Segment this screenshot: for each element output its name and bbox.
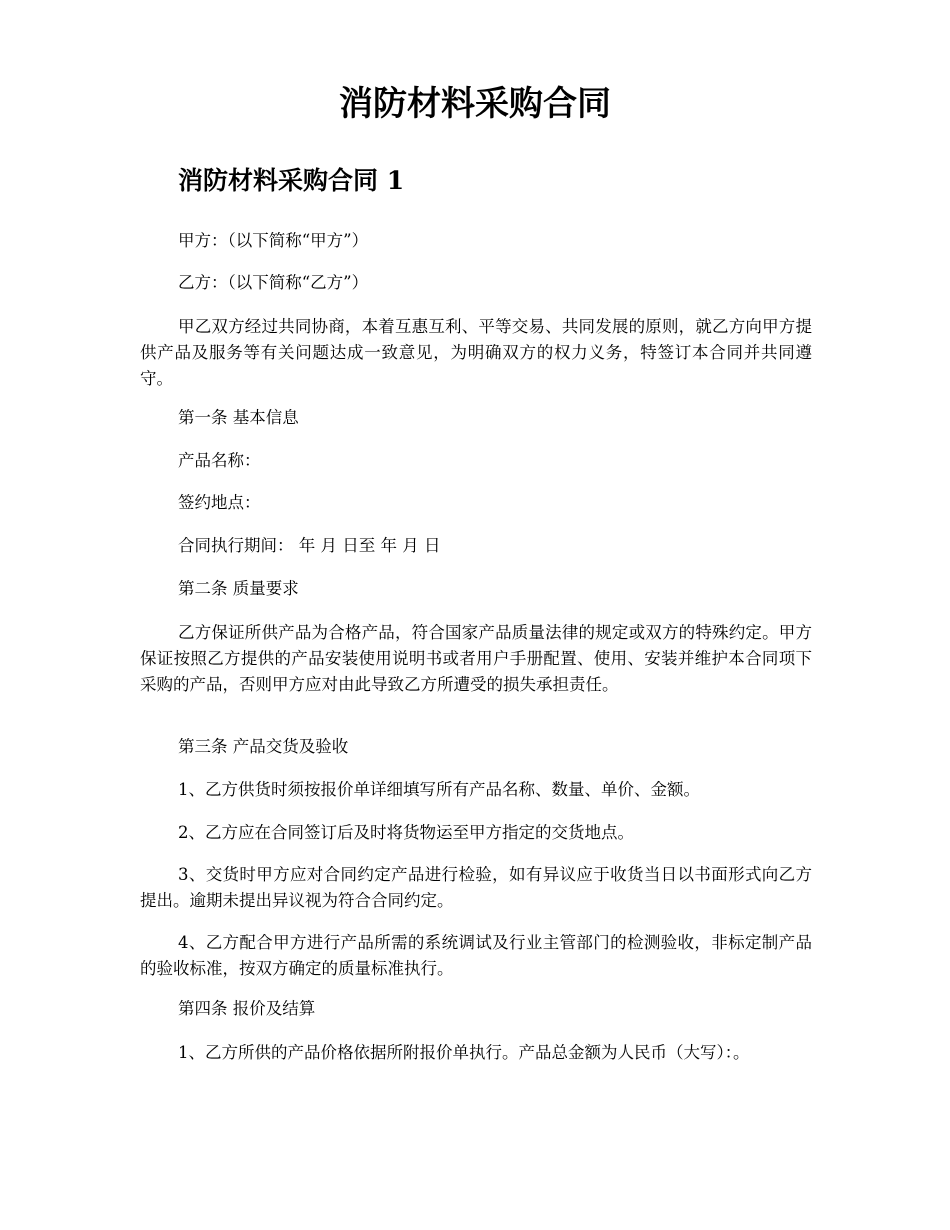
quality-paragraph: 乙方保证所供产品为合格产品，符合国家产品质量法律的规定或双方的特殊约定。甲方保证按照乙方提供的产品安装使用说明书或者用户手册配置、使用、安装并维护本合同项下采购的产品，否则甲方应对由此导致乙方所遭受的损失承担责任。 [140, 623, 812, 694]
product-name-line: 产品名称： [178, 451, 261, 470]
execution-period-line: 合同执行期间： 年 月 日至 年 月 日 [178, 536, 441, 555]
delivery-item-4: 4、乙方配合甲方进行产品所需的系统调试及行业主管部门的检测验收，非标定制产品的验收标准，按双方确定的质量标准执行。 [140, 933, 812, 978]
article-4-heading: 第四条 报价及结算 [178, 999, 316, 1018]
delivery-item-3: 3、交货时甲方应对合同约定产品进行检验，如有异议应于收货当日以书面形式向乙方提出。逾期未提出异议视为符合合同约定。 [140, 865, 812, 910]
pricing-item-1: 1、乙方所供的产品价格依据所附报价单执行。产品总金额为人民币（大写）：。 [178, 1043, 750, 1062]
article-3-heading: 第三条 产品交货及验收 [178, 737, 349, 756]
signing-place-line: 签约地点： [178, 493, 261, 512]
document-title: 消防材料采购合同 [339, 84, 611, 124]
article-2-heading: 第二条 质量要求 [178, 579, 299, 598]
article-1-heading: 第一条 基本信息 [178, 408, 299, 427]
delivery-item-1: 1、乙方供货时须按报价单详细填写所有产品名称、数量、单价、金额。 [178, 780, 700, 799]
party-a-line: 甲方：（以下简称“甲方”） [178, 231, 369, 250]
section-title: 消防材料采购合同 1 [178, 166, 405, 195]
delivery-item-2: 2、乙方应在合同签订后及时将货物运至甲方指定的交货地点。 [178, 823, 634, 842]
preamble-paragraph: 甲乙双方经过共同协商，本着互惠互利、平等交易、共同发展的原则，就乙方向甲方提供产品及服务等有关问题达成一致意见，为明确双方的权力义务，特签订本合同并共同遵守。 [140, 317, 812, 388]
party-b-line: 乙方：（以下简称“乙方”） [178, 273, 369, 292]
